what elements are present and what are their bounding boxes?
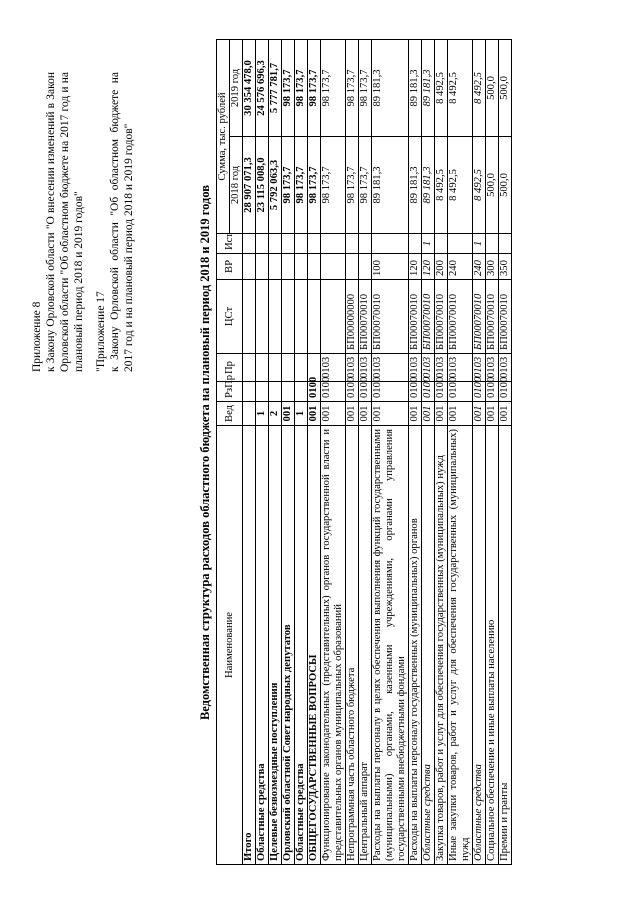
- cell-rzpr: 0100: [473, 382, 486, 402]
- cell-ved: 001: [409, 402, 422, 426]
- cell-vr: 120: [422, 254, 435, 280]
- cell-name: Расходы на выплаты персоналу в целях обеспечения выполнения функций государственными (муниципальными) органами, казенными учреждениями, органами управления государственными внебюджетными фондами: [372, 426, 409, 865]
- table-row: [359, 39, 372, 864]
- cell-ist: [321, 234, 346, 254]
- cell-ist: [448, 234, 473, 254]
- cell-vr: [256, 254, 269, 280]
- cell-y2019: 98 173,7: [321, 39, 346, 136]
- document-title: Ведомственная структура расходов областного бюджета на плановый период 2018 и 2019 годов: [198, 184, 212, 721]
- cell-cst: [243, 280, 256, 354]
- cell-rzpr: [282, 382, 295, 402]
- cell-ved: 001: [308, 402, 321, 426]
- cell-rzpr: 0100: [409, 382, 422, 402]
- table-row: [372, 39, 409, 864]
- cell-rzpr: 0100: [422, 382, 435, 402]
- cell-y2019: 98 173,7: [346, 39, 359, 136]
- cell-y2019: 89 181,3: [372, 39, 409, 136]
- cell-pr: 0103: [473, 354, 486, 382]
- cell-ved: 001: [282, 402, 295, 426]
- cell-name: Закупка товаров, работ и услуг для обеспечения государственных (муниципальных) нужд: [435, 426, 448, 865]
- cell-y2019: 89 181,3: [409, 39, 422, 136]
- header-pr: Пр: [217, 354, 243, 382]
- table-row: [243, 39, 256, 864]
- cell-name: Областные средства: [295, 426, 308, 865]
- cell-ist: [409, 234, 422, 254]
- cell-cst: [282, 280, 295, 354]
- cell-vr: [295, 254, 308, 280]
- cell-ist: [359, 234, 372, 254]
- cell-name: Функционирование законодательных (представительных) органов государственной власти и представительных органов муниципальных образований: [321, 426, 346, 865]
- cell-ved: 001: [499, 402, 512, 426]
- cell-rzpr: 0100: [486, 382, 499, 402]
- cell-vr: [321, 254, 346, 280]
- cell-pr: 0103: [422, 354, 435, 382]
- table-row: [346, 39, 359, 864]
- cell-cst: БП00070010: [409, 280, 422, 354]
- header-vr: ВР: [217, 254, 243, 280]
- header-2019: 2019 год: [230, 39, 243, 136]
- cell-vr: 200: [435, 254, 448, 280]
- cell-pr: 0103: [486, 354, 499, 382]
- cell-pr: [269, 354, 282, 382]
- cell-pr: 0103: [372, 354, 409, 382]
- cell-cst: БП00070010: [359, 280, 372, 354]
- cell-cst: БП00000000: [346, 280, 359, 354]
- cell-ist: [435, 234, 448, 254]
- table-row: [308, 39, 321, 864]
- cell-pr: 0103: [435, 354, 448, 382]
- cell-ist: [269, 234, 282, 254]
- table-row: [282, 39, 295, 864]
- cell-vr: 350: [499, 254, 512, 280]
- table-row: [409, 39, 422, 864]
- header-ved: Вед: [217, 402, 243, 426]
- table-row: [256, 39, 269, 864]
- cell-y2018: 98 173,7: [346, 137, 359, 234]
- cell-pr: [256, 354, 269, 382]
- cell-vr: [282, 254, 295, 280]
- cell-ist: [499, 234, 512, 254]
- header-sum: Сумма, тыс. рублей: [217, 39, 230, 233]
- cell-y2018: 8 492,5: [448, 137, 473, 234]
- cell-rzpr: 0100: [372, 382, 409, 402]
- cell-cst: [295, 280, 308, 354]
- cell-y2018: 23 115 008,0: [256, 137, 269, 234]
- cell-ved: 001: [346, 402, 359, 426]
- table-row: [499, 39, 512, 864]
- cell-ved: 2: [269, 402, 282, 426]
- cell-pr: 0103: [448, 354, 473, 382]
- cell-rzpr: 0100: [359, 382, 372, 402]
- table-row: [321, 39, 346, 864]
- cell-rzpr: [256, 382, 269, 402]
- cell-name: ОБЩЕГОСУДАРСТВЕННЫЕ ВОПРОСЫ: [308, 426, 321, 865]
- cell-vr: 240: [448, 254, 473, 280]
- table-row: [295, 39, 308, 864]
- table-row: [435, 39, 448, 864]
- cell-name: Расходы на выплаты персоналу государственных (муниципальных) органов: [409, 426, 422, 865]
- cell-y2019: 8 492,5: [435, 39, 448, 136]
- cell-y2019: 500,0: [486, 39, 499, 136]
- cell-ved: 1: [256, 402, 269, 426]
- cell-rzpr: 0100: [435, 382, 448, 402]
- rotated-page: [30, 30, 610, 875]
- cell-name: Областные средства: [256, 426, 269, 865]
- cell-name: Премии и гранты: [499, 426, 512, 865]
- cell-ist: [372, 234, 409, 254]
- cell-rzpr: 0100: [308, 382, 321, 402]
- cell-y2018: 500,0: [499, 137, 512, 234]
- table-row: [269, 39, 282, 864]
- cell-vr: 240: [473, 254, 486, 280]
- header-cst: ЦСт: [217, 280, 243, 354]
- cell-y2018: 98 173,7: [282, 137, 295, 234]
- cell-pr: [282, 354, 295, 382]
- cell-ist: [346, 234, 359, 254]
- cell-ved: 001: [422, 402, 435, 426]
- cell-name: Социальное обеспечение и иные выплаты населению: [486, 426, 499, 865]
- cell-cst: БП00070010: [372, 280, 409, 354]
- cell-cst: БП00070010: [486, 280, 499, 354]
- cell-rzpr: [269, 382, 282, 402]
- cell-name: Итого: [243, 426, 256, 865]
- cell-cst: [256, 280, 269, 354]
- cell-y2018: 5 792 063,3: [269, 137, 282, 234]
- appendix-prev-text: к Закону Орловской области "Об областном бюджете на 2017 год и на плановый период 2018 и 2019 годов": [109, 72, 135, 372]
- cell-vr: 300: [486, 254, 499, 280]
- cell-ist: [282, 234, 295, 254]
- cell-ved: 001: [321, 402, 346, 426]
- cell-cst: [269, 280, 282, 354]
- table-body: [243, 39, 512, 864]
- cell-y2018: 28 907 071,3: [243, 137, 256, 234]
- cell-y2019: 98 173,7: [308, 39, 321, 136]
- cell-y2018: 98 173,7: [321, 137, 346, 234]
- cell-vr: 100: [372, 254, 409, 280]
- cell-y2019: 8 492,5: [448, 39, 473, 136]
- cell-pr: 0103: [321, 354, 346, 382]
- header-ist: Ист: [217, 234, 243, 254]
- cell-ist: [308, 234, 321, 254]
- cell-pr: [295, 354, 308, 382]
- header-name: Наименование: [217, 426, 243, 865]
- cell-ist: [486, 234, 499, 254]
- cell-cst: БП00070010: [473, 280, 486, 354]
- cell-name: Орловский областной Совет народных депутатов: [282, 426, 295, 865]
- appendix-text: к Закону Орловской области "О внесении изменений в Закон Орловской области "Об областном бюджете на 2017 год и на плановый период 2018 и 2019 годов": [45, 72, 85, 372]
- cell-y2018: 98 173,7: [359, 137, 372, 234]
- cell-pr: 0103: [359, 354, 372, 382]
- cell-y2018: 98 173,7: [308, 137, 321, 234]
- header-2018: 2018 год: [230, 137, 243, 234]
- cell-y2018: 500,0: [486, 137, 499, 234]
- cell-rzpr: 0100: [321, 382, 346, 402]
- cell-vr: 120: [409, 254, 422, 280]
- table-row: [448, 39, 473, 864]
- cell-ved: 001: [473, 402, 486, 426]
- cell-cst: [321, 280, 346, 354]
- cell-ved: 001: [448, 402, 473, 426]
- cell-rzpr: 0100: [448, 382, 473, 402]
- cell-y2018: 89 181,3: [422, 137, 435, 234]
- cell-cst: БП00070010: [435, 280, 448, 354]
- cell-vr: [346, 254, 359, 280]
- cell-rzpr: 0100: [499, 382, 512, 402]
- cell-y2019: 8 492,5: [473, 39, 486, 136]
- cell-name: Целевые безвозмездные поступления: [269, 426, 282, 865]
- cell-y2018: 98 173,7: [295, 137, 308, 234]
- cell-pr: [243, 354, 256, 382]
- cell-y2019: 98 173,7: [359, 39, 372, 136]
- cell-vr: [308, 254, 321, 280]
- cell-ist: [243, 234, 256, 254]
- cell-rzpr: [243, 382, 256, 402]
- cell-ved: 001: [359, 402, 372, 426]
- cell-y2019: 5 777 781,7: [269, 39, 282, 136]
- cell-ved: 001: [435, 402, 448, 426]
- cell-name: Областные средства: [473, 426, 486, 865]
- table-row: [473, 39, 486, 864]
- appendix-header: [30, 72, 136, 372]
- cell-vr: [359, 254, 372, 280]
- budget-table: [216, 39, 512, 865]
- cell-ist: [295, 234, 308, 254]
- cell-y2019: 98 173,7: [295, 39, 308, 136]
- cell-name: Иные закупки товаров, работ и услуг для обеспечения государственных (муниципальных) нужд: [448, 426, 473, 865]
- cell-y2019: 500,0: [499, 39, 512, 136]
- appendix-title: Приложение 8: [31, 301, 43, 372]
- cell-y2019: 98 173,7: [282, 39, 295, 136]
- cell-ist: 1: [473, 234, 486, 254]
- cell-pr: 0103: [409, 354, 422, 382]
- cell-y2018: 8 492,5: [473, 137, 486, 234]
- cell-ved: [243, 402, 256, 426]
- cell-pr: 0103: [499, 354, 512, 382]
- cell-name: Непрограммная часть областного бюджета: [346, 426, 359, 865]
- cell-y2018: 8 492,5: [435, 137, 448, 234]
- cell-cst: [308, 280, 321, 354]
- cell-vr: [269, 254, 282, 280]
- cell-rzpr: 0100: [346, 382, 359, 402]
- cell-ist: 1: [422, 234, 435, 254]
- cell-y2018: 89 181,3: [409, 137, 422, 234]
- cell-y2019: 89 181,3: [422, 39, 435, 136]
- cell-ist: [256, 234, 269, 254]
- cell-rzpr: [295, 382, 308, 402]
- cell-cst: БП00070010: [499, 280, 512, 354]
- cell-name: Центральный аппарат: [359, 426, 372, 865]
- cell-name: Областные средства: [422, 426, 435, 865]
- cell-ved: 1: [295, 402, 308, 426]
- appendix-prev-title: "Приложение 17: [95, 291, 107, 372]
- cell-y2019: 30 354 478,0: [243, 39, 256, 136]
- cell-pr: 0103: [346, 354, 359, 382]
- cell-cst: БП00070010: [448, 280, 473, 354]
- cell-ved: 001: [372, 402, 409, 426]
- table-row: [486, 39, 499, 864]
- cell-cst: БП00070010: [422, 280, 435, 354]
- cell-y2018: 89 181,3: [372, 137, 409, 234]
- header-rzpr: РзПр: [217, 382, 243, 402]
- table-row: [422, 39, 435, 864]
- cell-ved: 001: [486, 402, 499, 426]
- cell-y2019: 24 576 696,3: [256, 39, 269, 136]
- cell-vr: [243, 254, 256, 280]
